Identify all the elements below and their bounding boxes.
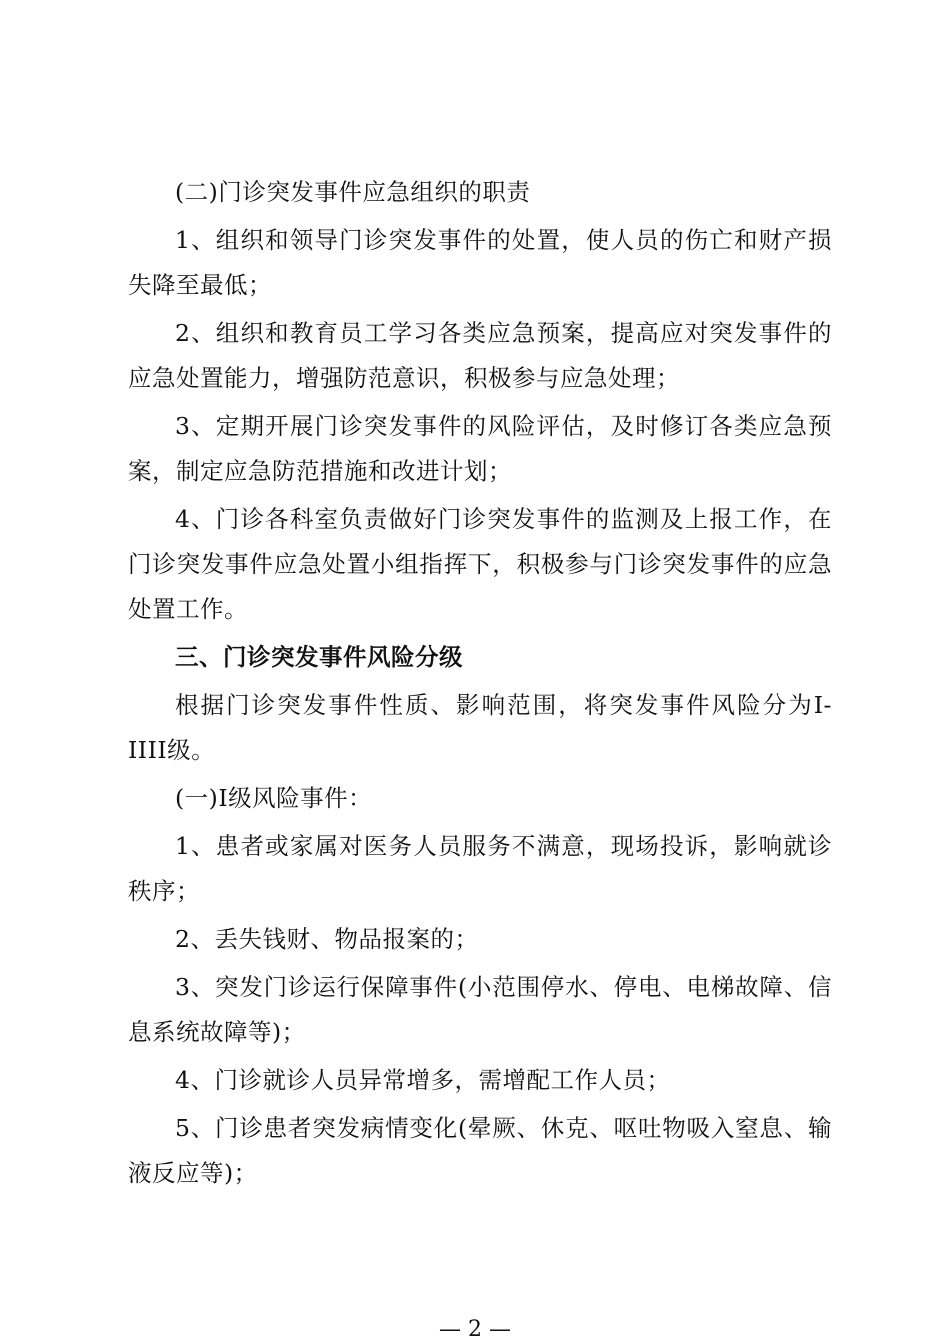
duty-item-2: 2、组织和教育员工学习各类应急预案，提高应对突发事件的应急处置能力，增强防范意识，积极参与应急处理； xyxy=(128,319,832,392)
page-number: — 2 — xyxy=(439,1317,511,1342)
sub-heading-duties: (二)门诊突发事件应急组织的职责 xyxy=(175,178,531,206)
sub-heading-level-1: (一)I级风险事件： xyxy=(175,784,373,812)
event-item-5: 5、门诊患者突发病情变化(晕厥、休克、呕吐物吸入窒息、输液反应等)； xyxy=(128,1114,832,1187)
event-item-4: 4、门诊就诊人员异常增多，需增配工作人员； xyxy=(175,1066,671,1094)
event-item-1: 1、患者或家属对医务人员服务不满意，现场投诉，影响就诊秩序； xyxy=(128,832,832,905)
duty-item-3: 3、定期开展门诊突发事件的风险评估，及时修订各类应急预案，制定应急防范措施和改进计划； xyxy=(128,412,832,485)
section-intro: 根据门诊突发事件性质、影响范围，将突发事件风险分为I-IIII级。 xyxy=(128,691,832,764)
section-heading-risk-levels: 三、门诊突发事件风险分级 xyxy=(175,643,463,671)
event-item-3: 3、突发门诊运行保障事件(小范围停水、停电、电梯故障、信息系统故障等)； xyxy=(128,973,832,1046)
event-item-2: 2、丢失钱财、物品报案的； xyxy=(175,925,479,953)
document-body xyxy=(128,170,832,1199)
duty-item-4: 4、门诊各科室负责做好门诊突发事件的监测及上报工作，在门诊突发事件应急处置小组指挥下，积极参与门诊突发事件的应急处置工作。 xyxy=(128,505,832,623)
duty-item-1: 1、组织和领导门诊突发事件的处置，使人员的伤亡和财产损失降至最低； xyxy=(128,226,832,299)
